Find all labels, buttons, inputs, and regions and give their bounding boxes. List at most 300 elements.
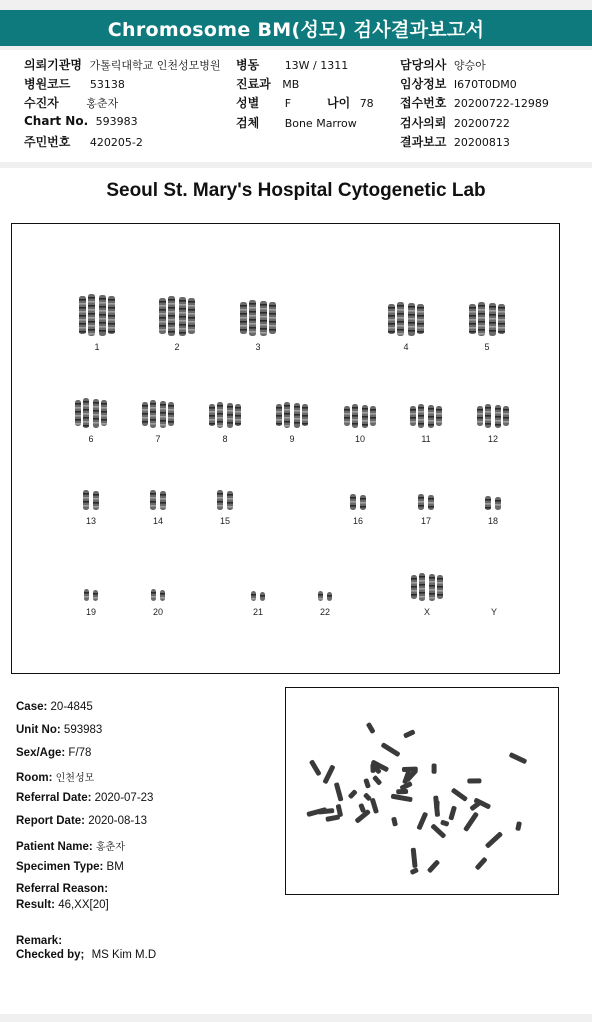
chromosome-label-X: X: [423, 607, 430, 617]
chromosome-band: [235, 419, 241, 421]
chromosome: [160, 590, 165, 601]
chromosome-band: [83, 405, 89, 407]
chromosome-band: [93, 414, 99, 416]
chromosome-band: [489, 326, 496, 328]
metaphase-chromosome: [430, 823, 446, 839]
chromosome-band: [88, 301, 95, 303]
chromosome-band: [142, 413, 148, 415]
chromosome-band: [478, 325, 485, 327]
chromosome-band: [93, 506, 99, 508]
doctor-label: 담당의사: [400, 58, 447, 72]
chromosome-band: [88, 317, 95, 319]
chromosome-band: [168, 405, 174, 407]
referral-date-value: 2020-07-23: [94, 792, 154, 804]
unit-label: Unit No:: [16, 724, 61, 736]
chromosome-band: [179, 308, 186, 310]
chromosome-band: [478, 317, 485, 319]
chromosome-band: [294, 414, 300, 416]
accession-row: [400, 94, 549, 111]
chromosome-band: [93, 593, 98, 595]
chromosome-band: [93, 597, 98, 599]
metaphase-chromosome: [370, 798, 379, 814]
chromosome-band: [437, 578, 443, 580]
chromosome-band: [108, 299, 115, 301]
chromosome-band: [168, 315, 175, 317]
chromosome-band: [260, 308, 267, 310]
chromosome-band: [151, 596, 156, 598]
chromosome-band: [227, 494, 233, 496]
chromosome-band: [260, 324, 267, 326]
chromosome-band: [93, 502, 99, 504]
chromosome-pair-13: [83, 490, 99, 510]
chromosome-band: [108, 303, 115, 305]
chromosome-band: [240, 309, 247, 311]
chromosome-band: [370, 409, 376, 411]
report-row: [400, 133, 510, 150]
chromosome-band: [168, 421, 174, 423]
metaphase-chromosome: [432, 763, 437, 773]
chromosome-pair-14: [150, 490, 166, 510]
chromosome-band: [485, 423, 491, 425]
chromosome-band: [249, 311, 256, 313]
chromosome-band: [478, 309, 485, 311]
sexage-value: F/78: [68, 747, 92, 759]
chromosome-band: [417, 311, 424, 313]
chromosome-band: [217, 409, 223, 411]
chromosome-band: [168, 323, 175, 325]
sex-row: [236, 94, 291, 111]
chromosome-band: [108, 323, 115, 325]
chromosome-band: [284, 417, 290, 419]
chromosome-band: [79, 327, 86, 329]
chromosome-band: [168, 307, 175, 309]
chromosome-band: [418, 407, 424, 409]
chromosome-band: [477, 417, 483, 419]
chromosome-band: [235, 415, 241, 417]
chromosome-band: [99, 318, 106, 320]
chromosome-label-8: 8: [222, 434, 228, 444]
case-value: 20-4845: [50, 701, 93, 713]
chromosome-band: [469, 319, 476, 321]
report-date-label: Report Date:: [16, 815, 86, 827]
institution-value: 가톨릭대학교 인천성모병원: [89, 59, 221, 72]
chromosome-band: [150, 415, 156, 417]
chromosome-band: [269, 329, 276, 331]
chromosome-band: [227, 422, 233, 424]
chromosome-band: [397, 313, 404, 315]
chromosome-band: [419, 596, 425, 598]
chromosome-band: [249, 315, 256, 317]
chromosome-band: [83, 413, 89, 415]
hospital-code-row: [24, 75, 125, 92]
accession-value: 20200722-12989: [453, 97, 549, 110]
chromosome-band: [469, 311, 476, 313]
clinical-label: 임상정보: [400, 77, 447, 91]
chromosome-band: [418, 505, 424, 507]
chromosome-band: [478, 321, 485, 323]
chromosome-band: [302, 407, 308, 409]
chromosome-band: [284, 413, 290, 415]
chromosome-band: [388, 331, 395, 333]
chromosome-band: [276, 419, 282, 421]
chromosome-band: [88, 305, 95, 307]
chromosome-band: [240, 313, 247, 315]
chromosome-label-12: 12: [487, 434, 498, 444]
chromosome-band: [75, 423, 81, 425]
chromosome-band: [302, 411, 308, 413]
metaphase-chromosome: [370, 764, 375, 773]
chromosome-band: [344, 417, 350, 419]
sex-value: F: [284, 97, 292, 110]
checked-label: Checked by;: [16, 949, 85, 961]
metaphase-chromosome: [348, 789, 358, 799]
report-date-field: [16, 815, 147, 827]
chromosome-band: [419, 588, 425, 590]
chromosome-band: [495, 504, 501, 506]
chromosome-band: [276, 407, 282, 409]
specimen-type-label: Specimen Type:: [16, 861, 104, 873]
metaphase-chromosome: [509, 752, 528, 764]
chromosome-band: [428, 502, 434, 504]
chromosome-band: [489, 314, 496, 316]
chromosome-band: [168, 417, 174, 419]
chromosome-band: [179, 300, 186, 302]
chromosome-label-17: 17: [420, 516, 431, 526]
chromosome-band: [489, 330, 496, 332]
chromosome-band: [269, 313, 276, 315]
chromosome-pair-8: [209, 402, 241, 428]
chromosome-band: [469, 315, 476, 317]
chromosome-label-18: 18: [487, 516, 498, 526]
chromosome-band: [410, 421, 416, 423]
chromosome-band: [188, 321, 195, 323]
chromosome-band: [428, 506, 434, 508]
patient-value: 홍춘자: [86, 97, 119, 110]
chromosome-band: [352, 411, 358, 413]
chromosome-label-21: 21: [252, 607, 263, 617]
chromosome-band: [249, 319, 256, 321]
chromosome: [260, 301, 267, 336]
chromosome-band: [429, 585, 435, 587]
chromosome-band: [269, 317, 276, 319]
chromosome-band: [249, 327, 256, 329]
chromosome-band: [217, 501, 223, 503]
chromosome: [495, 497, 501, 510]
chromosome-band: [388, 307, 395, 309]
chromosome-band: [411, 590, 417, 592]
chromosome-band: [284, 405, 290, 407]
chromosome-band: [408, 322, 415, 324]
chromosome-band: [99, 298, 106, 300]
chromosome-band: [159, 329, 166, 331]
chromosome-band: [469, 331, 476, 333]
chromosome-band: [410, 409, 416, 411]
chromosome-band: [408, 306, 415, 308]
metaphase-chromosome: [440, 819, 450, 826]
chromosome-band: [227, 418, 233, 420]
chromosome-band: [327, 595, 332, 597]
metaphase-chromosome: [474, 857, 487, 871]
chromosome-band: [160, 424, 166, 426]
chromosome-band: [101, 411, 107, 413]
chromosome-band: [79, 299, 86, 301]
patient-row: [24, 94, 118, 111]
chromosome-band: [410, 413, 416, 415]
chromosome-band: [477, 409, 483, 411]
chromosome: [188, 298, 195, 334]
chromosome-band: [249, 323, 256, 325]
metaphase-chromosome: [427, 859, 441, 873]
chromosome-band: [101, 423, 107, 425]
chromosome-pair-2: [159, 296, 195, 336]
chromosome-pair-12: [477, 404, 509, 428]
chromosome-band: [99, 310, 106, 312]
sexage-field: [16, 747, 91, 759]
chromosome-band: [93, 402, 99, 404]
chromosome-band: [397, 333, 404, 335]
chromosome-band: [101, 419, 107, 421]
chromosome-band: [227, 506, 233, 508]
chromosome-band: [485, 499, 491, 501]
chromosome-pair-3: [240, 300, 276, 336]
referral-reason-label: Referral Reason:: [16, 883, 109, 895]
chromosome-band: [388, 315, 395, 317]
chromosome-band: [160, 502, 166, 504]
chromosome-pair-5: [469, 302, 505, 336]
chromosome-band: [79, 307, 86, 309]
chromosome-band: [498, 315, 505, 317]
chromosome-band: [251, 598, 256, 600]
chromosome-pair-18: [485, 496, 501, 510]
chromosome-band: [418, 419, 424, 421]
chromosome-pair-7: [142, 400, 174, 428]
chromosome-pair-6: [75, 398, 107, 428]
chromosome-band: [276, 423, 282, 425]
chromosome-band: [302, 415, 308, 417]
chromosome-band: [108, 315, 115, 317]
id-label: 주민번호: [24, 135, 71, 149]
chromosome-band: [209, 423, 215, 425]
chromosome-band: [160, 494, 166, 496]
result-value: 46,XX[20]: [58, 899, 109, 911]
chromosome-band: [227, 502, 233, 504]
chromosome-band: [235, 407, 241, 409]
chromosome-band: [498, 307, 505, 309]
chromosome-band: [489, 318, 496, 320]
chromosome-pair-X: [411, 573, 443, 601]
chromosome-pair-16: [350, 494, 366, 510]
metaphase-chromosome: [391, 794, 413, 803]
chromosome-band: [418, 501, 424, 503]
chromosome-band: [489, 322, 496, 324]
chromosome-band: [142, 409, 148, 411]
chromosome-label-2: 2: [174, 342, 180, 352]
specimen-value: Bone Marrow: [284, 117, 357, 130]
chromosome-band: [179, 328, 186, 330]
result-label: Result:: [16, 899, 55, 911]
chromosome-band: [235, 423, 241, 425]
chromosome-band: [159, 321, 166, 323]
chromosome-band: [99, 302, 106, 304]
chromosome-band: [498, 327, 505, 329]
metaphase-chromosome: [322, 764, 335, 784]
chromosome-band: [362, 412, 368, 414]
chromosome-band: [93, 410, 99, 412]
chromosome-band: [142, 405, 148, 407]
sexage-label: Sex/Age:: [16, 747, 66, 759]
chromosome-band: [108, 319, 115, 321]
chromosome-band: [101, 415, 107, 417]
chromosome-band: [388, 311, 395, 313]
chromosome-label-20: 20: [152, 607, 163, 617]
specimen-row: [236, 114, 357, 131]
chromosome-band: [437, 594, 443, 596]
chromosome-label-11: 11: [421, 434, 431, 444]
chromosome-band: [99, 326, 106, 328]
chromosome-band: [428, 424, 434, 426]
hospital-code-label: 병원코드: [24, 77, 71, 91]
chromosome-band: [150, 423, 156, 425]
chromosome-band: [397, 305, 404, 307]
clinical-value: I670T0DM0: [453, 78, 517, 91]
chromosome-band: [436, 417, 442, 419]
chromosome-band: [352, 407, 358, 409]
chromosome-band: [99, 322, 106, 324]
request-label: 검사의뢰: [400, 116, 447, 130]
chromosome-band: [411, 578, 417, 580]
chromosome-band: [495, 416, 501, 418]
request-row: [400, 114, 510, 131]
chromosome-band: [142, 417, 148, 419]
chromosome-band: [150, 407, 156, 409]
chromosome-band: [93, 406, 99, 408]
metaphase-chromosome: [463, 811, 479, 832]
chromosome-label-13: 13: [85, 516, 96, 526]
chromosome-band: [79, 319, 86, 321]
metaphase-chromosome: [411, 848, 418, 868]
specimen-type-value: BM: [106, 861, 124, 873]
chromosome-label-16: 16: [352, 516, 363, 526]
chromosome-band: [408, 326, 415, 328]
chromosome-band: [209, 407, 215, 409]
chromosome-band: [352, 423, 358, 425]
chromosome-band: [150, 493, 156, 495]
chromosome-band: [477, 421, 483, 423]
referral-date-field: [16, 792, 153, 804]
chromosome-band: [350, 501, 356, 503]
chromosome-band: [240, 305, 247, 307]
chromosome-band: [362, 424, 368, 426]
chromosome-band: [294, 406, 300, 408]
chromosome-pair-10: [344, 404, 376, 428]
chromosome-band: [485, 507, 491, 509]
metaphase-chromosome: [448, 805, 457, 820]
chromosome-band: [428, 416, 434, 418]
chromosome-band: [418, 415, 424, 417]
report-title-bar: [0, 10, 592, 46]
chromosome-band: [302, 423, 308, 425]
accession-label: 접수번호: [400, 96, 447, 110]
chromosome-band: [249, 331, 256, 333]
chromosome-band: [503, 413, 509, 415]
chromosome: [84, 589, 89, 601]
ward-label: 병동: [236, 58, 260, 72]
metaphase-chromosome: [380, 742, 400, 757]
chromosome: [478, 302, 485, 336]
chromosome-band: [495, 412, 501, 414]
chromosome-band: [75, 403, 81, 405]
chromosome-band: [344, 413, 350, 415]
chromosome-band: [437, 582, 443, 584]
chromosome-band: [485, 411, 491, 413]
chromosome-band: [83, 493, 89, 495]
checked-field: [16, 949, 156, 961]
chromosome-band: [408, 310, 415, 312]
chromosome-band: [352, 415, 358, 417]
chromosome-band: [495, 408, 501, 410]
chromosome-band: [397, 309, 404, 311]
chromosome-band: [179, 304, 186, 306]
chromosome-pair-9: [276, 402, 308, 428]
chromosome-band: [276, 411, 282, 413]
chromosome-band: [83, 425, 89, 427]
chart-label: Chart No.: [24, 114, 89, 128]
metaphase-chromosome: [391, 817, 398, 827]
chromosome-band: [469, 307, 476, 309]
chromosome-band: [83, 401, 89, 403]
chromosome: [249, 300, 256, 336]
chromosome-band: [150, 411, 156, 413]
chromosome-band: [217, 497, 223, 499]
chromosome-band: [417, 319, 424, 321]
metaphase-chromosome: [485, 831, 504, 849]
chromosome-band: [79, 331, 86, 333]
chromosome-band: [188, 317, 195, 319]
chromosome-band: [498, 319, 505, 321]
chromosome-band: [284, 425, 290, 427]
report-value: 20200813: [453, 136, 510, 149]
chromosome-band: [240, 325, 247, 327]
result-field: [16, 899, 109, 911]
chromosome-band: [429, 589, 435, 591]
chromosome-pair-17: [418, 494, 434, 510]
chart-row: [24, 114, 138, 128]
chromosome-band: [503, 409, 509, 411]
chromosome-band: [160, 593, 165, 595]
chromosome-band: [360, 506, 366, 508]
age-row: [327, 94, 374, 111]
unit-value: 593983: [63, 724, 103, 736]
chromosome-band: [217, 405, 223, 407]
chromosome-band: [83, 409, 89, 411]
chromosome-band: [418, 423, 424, 425]
chromosome-band: [209, 415, 215, 417]
chromosome-band: [88, 325, 95, 327]
institution-row: [24, 56, 220, 73]
chromosome-band: [79, 311, 86, 313]
doctor-row: [400, 56, 486, 73]
chromosome-band: [417, 327, 424, 329]
chromosome-band: [188, 301, 195, 303]
chromosome-band: [160, 404, 166, 406]
chromosome: [159, 298, 166, 334]
request-value: 20200722: [453, 117, 510, 130]
chromosome-band: [436, 409, 442, 411]
chromosome-band: [498, 331, 505, 333]
chromosome-band: [260, 595, 265, 597]
referral-date-label: Referral Date:: [16, 792, 92, 804]
chromosome-band: [362, 416, 368, 418]
